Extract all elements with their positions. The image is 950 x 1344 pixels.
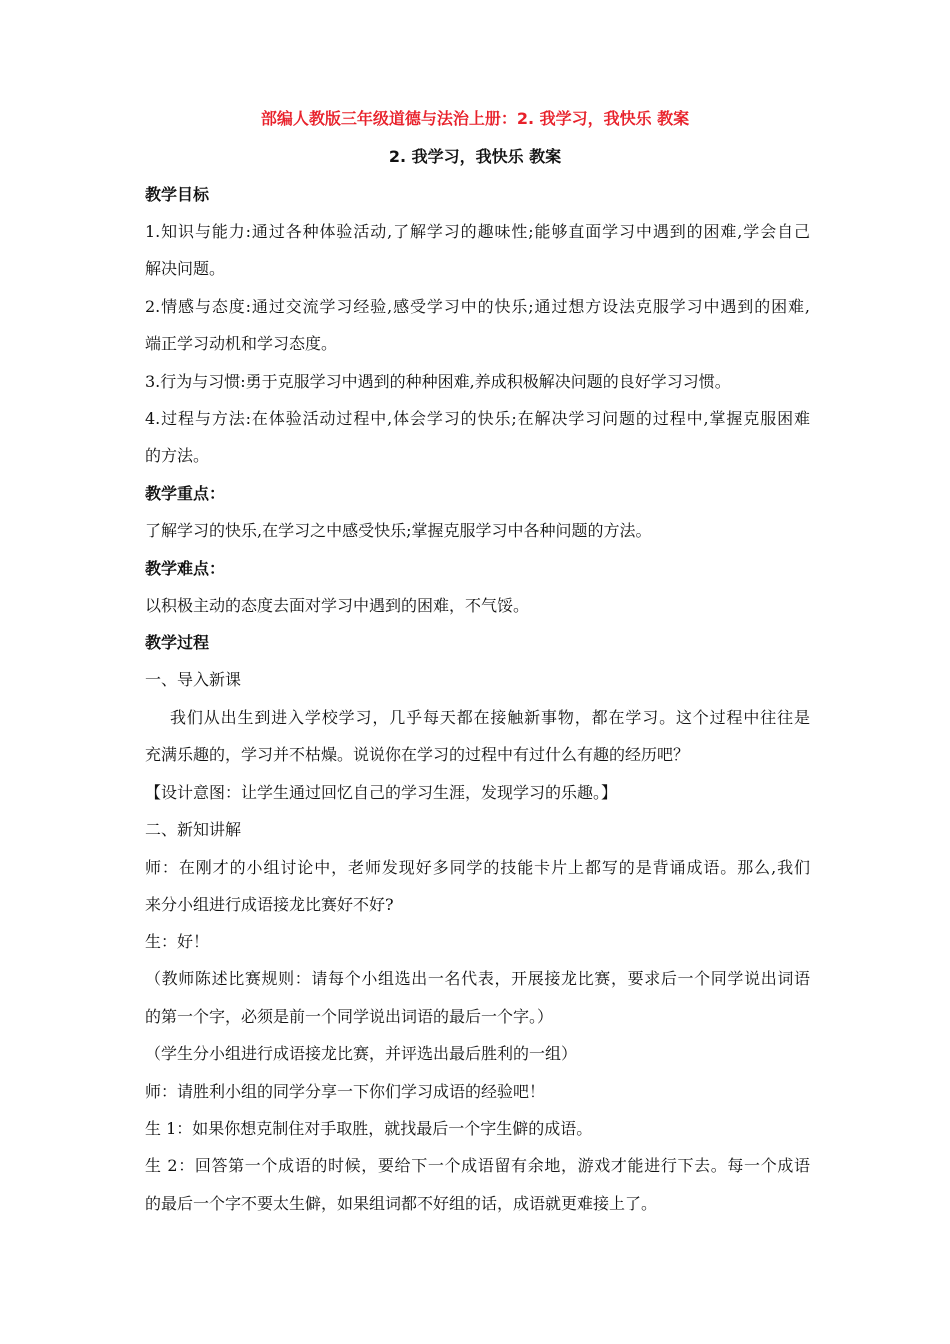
heading-teaching-process: 教学过程 — [145, 633, 210, 652]
goal-2-line-2: 端正学习动机和学习态度。 — [145, 334, 338, 353]
key-points-text: 了解学习的快乐,在学习之中感受快乐;掌握克服学习中各种问题的方法。 — [145, 521, 652, 540]
goal-4-line-1: 4.过程与方法:在体验活动过程中,体会学习的快乐;在解决学习问题的过程中,掌握克服困难 — [145, 409, 810, 428]
goal-2-line-1: 2.情感与态度:通过交流学习经验,感受学习中的快乐;通过想方设法克服学习中遇到的困难, — [145, 297, 810, 316]
student-a: 生 1：如果你想克制住对手取胜，就找最后一个字生僻的成语。 — [145, 1119, 593, 1138]
heading-key-points: 教学重点： — [145, 484, 226, 503]
heading-difficulties: 教学难点： — [145, 559, 226, 578]
student-1: 生：好！ — [145, 932, 210, 951]
heading-teaching-goals: 教学目标 — [145, 185, 210, 204]
goal-1-line-1: 1.知识与能力:通过各种体验活动,了解学习的趣味性;能够直面学习中遇到的困难,学会自己 — [145, 222, 810, 241]
goal-4-line-2: 的方法。 — [145, 446, 210, 465]
goal-3: 3.行为与习惯:勇于克服学习中遇到的种种困难,养成积极解决问题的良好学习习惯。 — [145, 372, 731, 391]
document-header-title: 部编人教版三年级道德与法治上册：2. 我学习，我快乐 教案 — [260, 109, 690, 128]
rules-line-1: （教师陈述比赛规则：请每个小组选出一名代表，开展接龙比赛，要求后一个同学说出词语 — [145, 969, 810, 988]
student-b-line-2: 的最后一个字不要太生僻，如果组词都不好组的话，成语就更难接上了。 — [145, 1194, 658, 1213]
teacher-2: 师：请胜利小组的同学分享一下你们学习成语的经验吧！ — [145, 1082, 546, 1101]
section-2-title: 二、新知讲解 — [145, 820, 242, 839]
rules-line-2: 的第一个字，必须是前一个同学说出词语的最后一个字。） — [145, 1007, 554, 1026]
document-subtitle: 2. 我学习，我快乐 教案 — [388, 147, 562, 166]
student-b-line-1: 生 2：回答第一个成语的时候，要给下一个成语留有余地，游戏才能进行下去。每一个成语 — [145, 1156, 810, 1175]
section-1-title: 一、导入新课 — [145, 670, 242, 689]
intro-line-1: 我们从出生到进入学校学习，几乎每天都在接触新事物，都在学习。这个过程中往往是 — [170, 708, 810, 727]
difficulties-text: 以积极主动的态度去面对学习中遇到的困难，不气馁。 — [145, 596, 530, 615]
teacher-1-line-2: 来分小组进行成语接龙比赛好不好? — [145, 895, 394, 914]
intro-line-2: 充满乐趣的，学习并不枯燥。说说你在学习的过程中有过什么有趣的经历吧？ — [145, 745, 690, 764]
teacher-1-line-1: 师：在刚才的小组讨论中，老师发现好多同学的技能卡片上都写的是背诵成语。那么,我们 — [145, 858, 810, 877]
activity-note: （学生分小组进行成语接龙比赛，并评选出最后胜利的一组） — [145, 1044, 578, 1063]
design-intent: 【设计意图：让学生通过回忆自己的学习生涯，发现学习的乐趣。】 — [145, 783, 618, 802]
goal-1-line-2: 解决问题。 — [145, 259, 226, 278]
